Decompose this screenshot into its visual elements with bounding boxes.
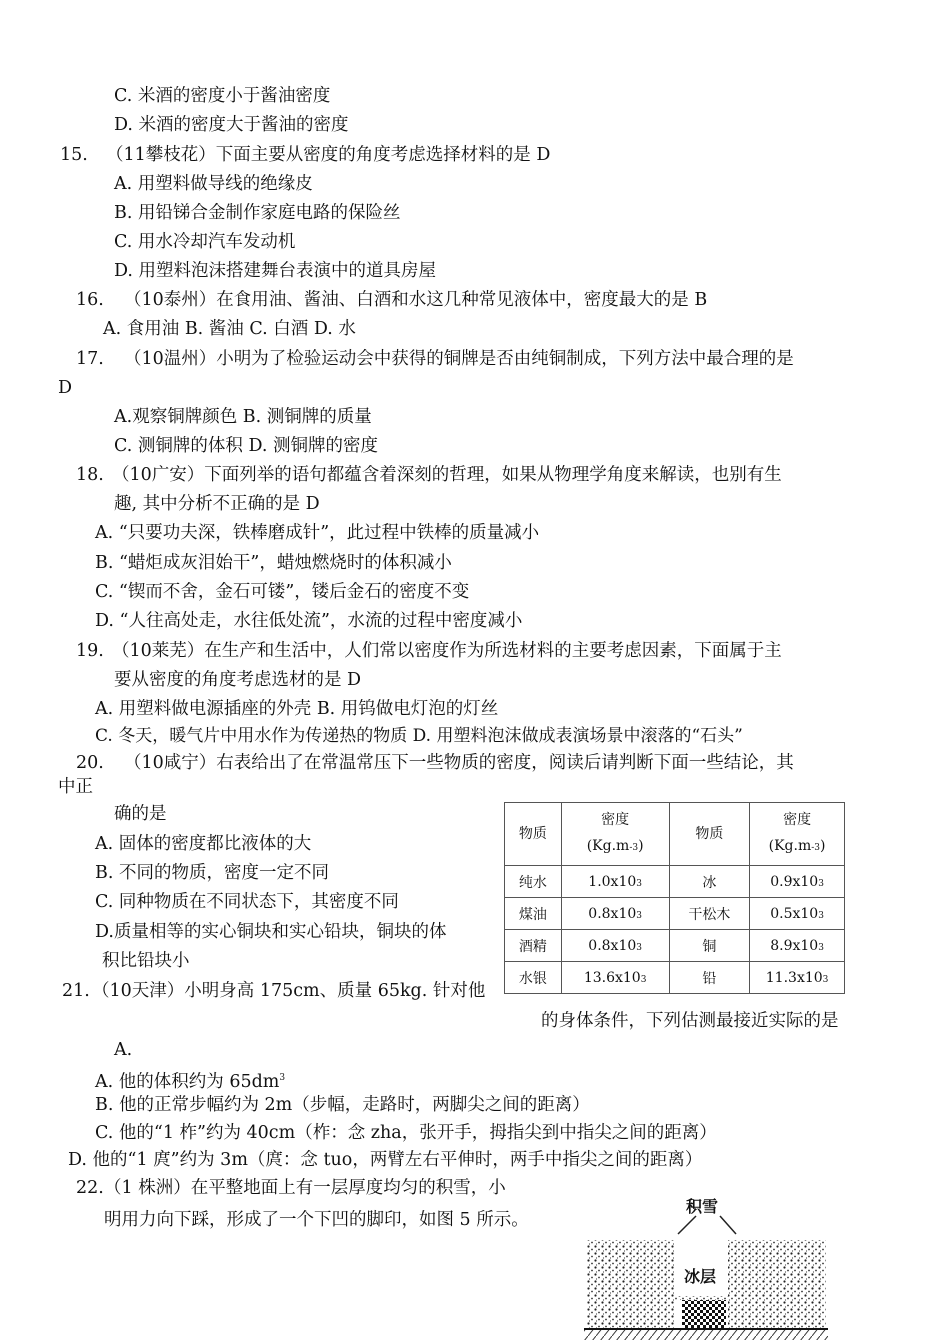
ice-label: 冰层 (684, 1269, 717, 1286)
table-row (505, 962, 845, 994)
density-value: 0.8x10 (588, 937, 637, 954)
unit-close-2: ) (820, 838, 826, 854)
q21-option-a-exponent: 3 (279, 1073, 286, 1083)
density-exponent: 3 (822, 974, 829, 985)
q20-option-d-line2: 积比铅块小 (102, 951, 190, 971)
q19-options-line1: A. 用塑料做电源插座的外壳 B. 用钨做电灯泡的灯丝 (95, 699, 499, 719)
q21-stem-line1: （10天津）小明身高 175cm、质量 65kg. 针对他 (92, 981, 486, 1001)
substance-cell: 铜 (669, 930, 750, 962)
q17-stem: （10温州）小明为了检验运动会中获得的铜牌是否由纯铜制成，下列方法中最合理的是 (124, 349, 794, 369)
snow-label: 积雪 (686, 1199, 719, 1216)
density-cell (750, 898, 845, 930)
header-substance-2: 物质 (669, 803, 750, 866)
q19-number: 19. (76, 641, 104, 661)
q17-options-line2: C. 测铜牌的体积 D. 测铜牌的密度 (114, 436, 378, 456)
header-density-2 (750, 803, 845, 866)
density-cell (561, 866, 669, 898)
substance-cell: 水银 (505, 962, 562, 994)
q22-number: 22. (76, 1178, 104, 1198)
header-density-unit-2 (750, 833, 844, 861)
q21-stem-line2: 的身体条件，下列估测最接近实际的是 (541, 1011, 839, 1031)
q20-stem-line1: （10咸宁）右表给出了在常温常压下一些物质的密度，阅读后请判断下面一些结论，其 (124, 753, 794, 773)
snow-right (728, 1240, 826, 1328)
q20-stem-line3: 确的是 (114, 804, 167, 824)
q18-option-a: A. “只要功夫深，铁棒磨成针”，此过程中铁棒的质量减小 (95, 523, 540, 543)
q16-stem: （10泰州）在食用油、酱油、白酒和水这几种常见液体中，密度最大的是 B (124, 290, 708, 310)
density-cell (561, 962, 669, 994)
ice-layer (682, 1300, 726, 1328)
q15-number: 15. (60, 145, 88, 165)
snow-left (586, 1240, 674, 1328)
density-table (504, 802, 845, 994)
q14-option-d: D. 米酒的密度大于酱油的密度 (114, 115, 349, 135)
unit-main-2: (Kg.m (768, 838, 812, 854)
density-exponent: 3 (640, 974, 647, 985)
unit-exp-2: -3 (811, 843, 821, 853)
q22-stem-line1: （1 株洲）在平整地面上有一层厚度均匀的积雪，小 (104, 1178, 506, 1198)
q19-stem-line2: 要从密度的角度考虑选材的是 D (114, 670, 362, 690)
q18-number: 18. (76, 465, 104, 485)
substance-cell: 酒精 (505, 930, 562, 962)
snow-footprint-figure (580, 1196, 832, 1342)
density-cell (561, 898, 669, 930)
density-exponent: 3 (818, 910, 824, 921)
q18-stem-line1: （10广安）下面列举的语句都蕴含着深刻的哲理，如果从物理学角度来解读，也别有生 (112, 465, 782, 485)
q17-options-line1: A.观察铜牌颜色 B. 测铜牌的质量 (114, 407, 372, 427)
q14-option-c: C. 米酒的密度小于酱油密度 (114, 86, 331, 106)
q15-stem: （11攀枝花）下面主要从密度的角度考虑选择材料的是 D (106, 145, 551, 165)
density-exponent: 3 (818, 878, 824, 889)
q15-option-b: B. 用铅锑合金制作家庭电路的保险丝 (114, 203, 401, 223)
q21-number: 21. (62, 981, 90, 1001)
q15-option-d: D. 用塑料泡沫搭建舞台表演中的道具房屋 (114, 261, 437, 281)
density-value: 11.3x10 (765, 969, 823, 986)
q21-option-a-text: A. 他的体积约为 65dm (95, 1071, 280, 1092)
q20-stem-line2: 中正 (58, 777, 93, 797)
q18-option-b: B. “蜡炬成灰泪始干”，蜡烛燃烧时的体积减小 (95, 553, 452, 573)
density-exponent: 3 (636, 942, 642, 953)
q18-stem-line2: 趣, 其中分析不正确的是 D (114, 494, 320, 514)
header-density-label-2: 密度 (783, 812, 812, 828)
density-cell (750, 962, 845, 994)
q19-stem-line1: （10莱芜）在生产和生活中，人们常以密度作为所选材料的主要考虑因素，下面属于主 (112, 641, 782, 661)
substance-cell: 煤油 (505, 898, 562, 930)
q22-stem-line2: 明用力向下踩，形成了一个下凹的脚印，如图 5 所示。 (104, 1210, 529, 1230)
q15-option-a: A. 用塑料做导线的绝缘皮 (114, 174, 313, 194)
substance-cell: 纯水 (505, 866, 562, 898)
q20-number: 20. (76, 753, 104, 773)
substance-cell: 冰 (669, 866, 750, 898)
q19-options-line2: C. 冬天，暖气片中用水作为传递热的物质 D. 用塑料泡沫做成表演场景中滚落的“石头” (95, 726, 743, 746)
q17-answer: D (58, 378, 73, 398)
density-value: 0.8x10 (588, 905, 637, 922)
snow-label-line-right (720, 1216, 736, 1234)
density-value: 13.6x10 (583, 969, 641, 986)
density-table-header (505, 803, 845, 866)
q20-option-a: A. 固体的密度都比液体的大 (95, 834, 312, 854)
snow-label-line-left (678, 1216, 696, 1234)
header-substance-1: 物质 (505, 803, 562, 866)
density-exponent: 3 (636, 878, 642, 889)
q21-option-d: D. 他的“1 庹”约为 3m（庹：念 tuo，两臂左右平伸时，两手中指尖之间的距离） (68, 1150, 703, 1170)
q15-option-c: C. 用水冷却汽车发动机 (114, 232, 296, 252)
unit-main-1: (Kg.m (586, 838, 630, 854)
q21-answer: A. (114, 1040, 133, 1060)
table-row (505, 898, 845, 930)
substance-cell: 铅 (669, 962, 750, 994)
unit-close-1: ) (638, 838, 644, 854)
substance-cell: 干松木 (669, 898, 750, 930)
density-exponent: 3 (636, 910, 642, 921)
q18-option-d: D. “人往高处走，水往低处流”，水流的过程中密度减小 (95, 611, 523, 631)
snow-under-footprint (674, 1296, 728, 1300)
density-cell (750, 866, 845, 898)
table-row (505, 930, 845, 962)
density-value: 1.0x10 (588, 873, 637, 890)
table-row (505, 866, 845, 898)
q18-option-c: C. “锲而不舍，金石可镂”，镂后金石的密度不变 (95, 582, 470, 602)
unit-exp-1: -3 (629, 843, 639, 853)
q20-option-c: C. 同种物质在不同状态下，其密度不同 (95, 892, 399, 912)
q17-number: 17. (76, 349, 104, 369)
ground-hatch (584, 1330, 828, 1340)
q21-option-c: C. 他的“1 柞”约为 40cm（柞：念 zha，张开手，拇指尖到中指尖之间的距离） (95, 1123, 717, 1143)
header-density-label-1: 密度 (601, 812, 630, 828)
density-value: 8.9x10 (770, 937, 819, 954)
density-cell (561, 930, 669, 962)
density-exponent: 3 (818, 942, 824, 953)
density-value: 0.5x10 (770, 905, 819, 922)
q21-option-a (95, 1067, 285, 1093)
q20-option-d-line1: D.质量相等的实心铜块和实心铅块，铜块的体 (95, 922, 447, 942)
q21-option-b: B. 他的正常步幅约为 2m（步幅，走路时，两脚尖之间的距离） (95, 1095, 590, 1115)
q16-number: 16. (76, 290, 104, 310)
density-value: 0.9x10 (770, 873, 819, 890)
q20-option-b: B. 不同的物质，密度一定不同 (95, 863, 329, 883)
header-density-unit-1 (562, 833, 669, 861)
q16-options: A. 食用油 B. 酱油 C. 白酒 D. 水 (103, 319, 356, 339)
density-cell (750, 930, 845, 962)
header-density-1 (561, 803, 669, 866)
